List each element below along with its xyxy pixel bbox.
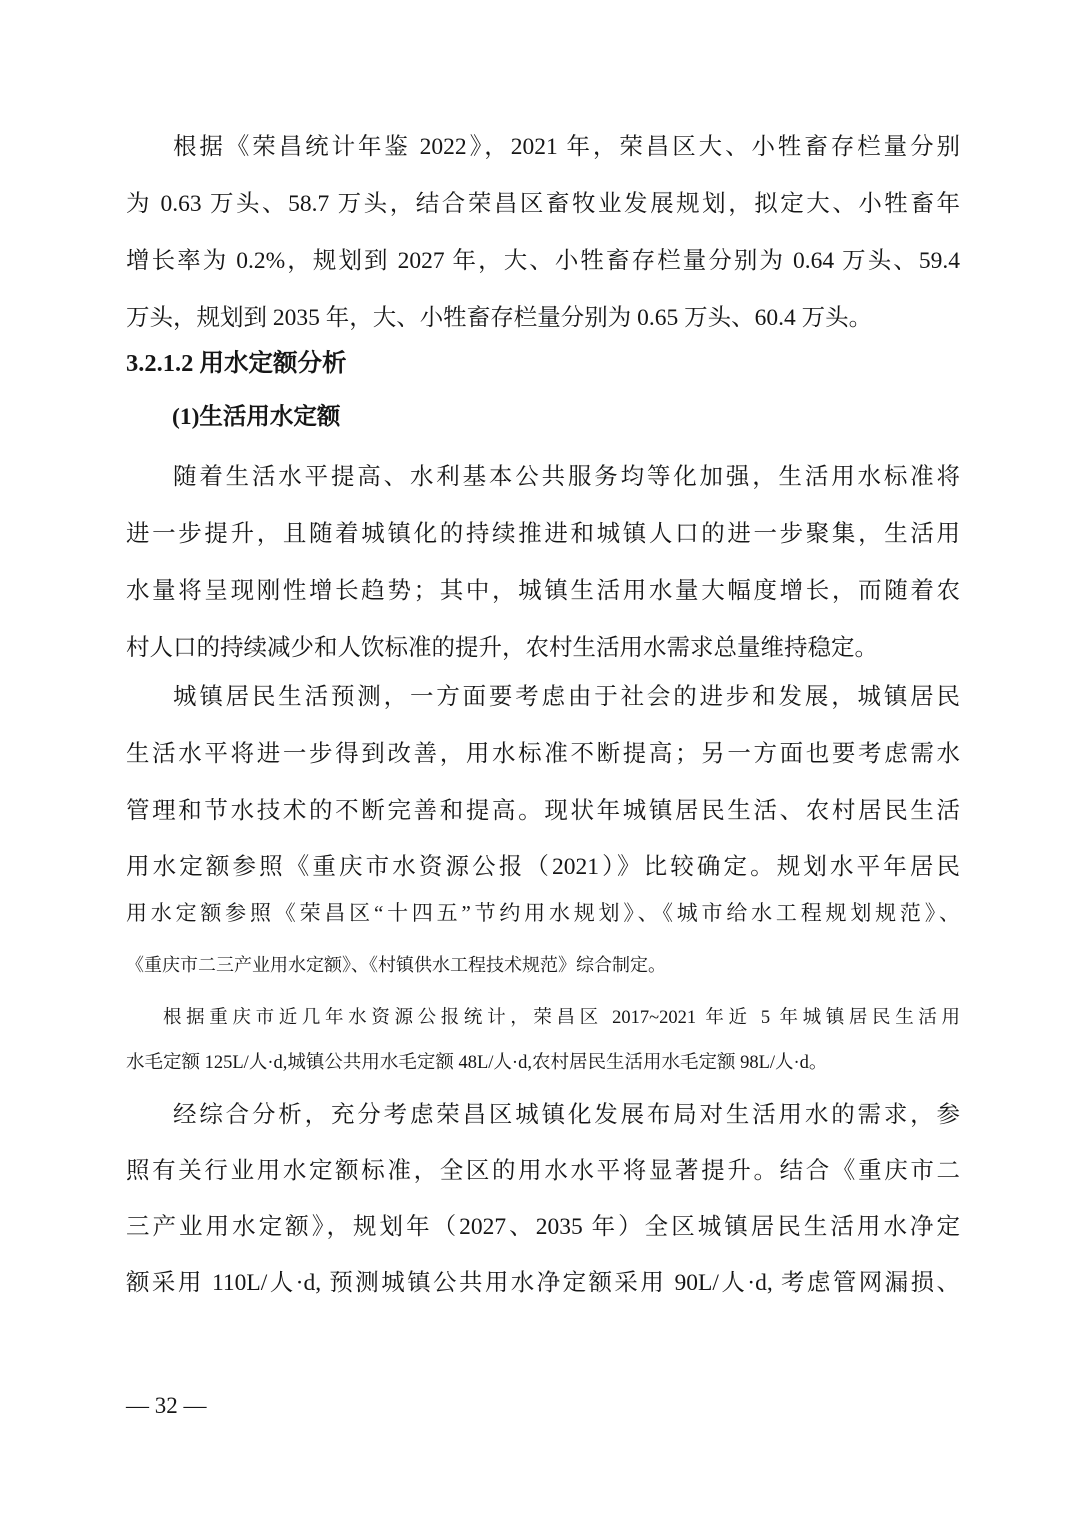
paragraph-line: 管理和节水技术的不断完善和提高。现状年城镇居民生活、农村居民生活 [126, 798, 960, 824]
paragraph-line: 生活水平将进一步得到改善，用水标准不断提高；另一方面也要考虑需水 [126, 741, 960, 767]
paragraph-line: 照有关行业用水定额标准，全区的用水水平将显著提升。结合《重庆市二 [126, 1158, 960, 1184]
paragraph-line: 进一步提升，且随着城镇化的持续推进和城镇人口的进一步聚集，生活用 [126, 521, 960, 547]
paragraph-line: 根据重庆市近几年水资源公报统计，荣昌区 2017~2021 年近 5 年城镇居民生活用 [163, 1008, 960, 1028]
paragraph-line: 水量将呈现刚性增长趋势；其中，城镇生活用水量大幅度增长，而随着农 [126, 578, 960, 604]
subsection-heading: (1)生活用水定额 [172, 404, 341, 430]
page-number: — 32 — [126, 1393, 207, 1418]
section-heading: 3.2.1.2 用水定额分析 [126, 350, 347, 377]
paragraph-line: 用水定额参照《重庆市水资源公报（2021）》比较确定。规划水平年居民 [126, 854, 960, 880]
paragraph-line: 经综合分析，充分考虑荣昌区城镇化发展布局对生活用水的需求，参 [173, 1102, 960, 1128]
paragraph-line: 水毛定额 125L/人·d,城镇公共用水毛定额 48L/人·d,农村居民生活用水毛定额 98L/人·d。 [126, 1053, 828, 1073]
paragraph-line: 随着生活水平提高、水利基本公共服务均等化加强，生活用水标准将 [173, 464, 960, 490]
paragraph-line: 万头，规划到 2035 年，大、小牲畜存栏量分别为 0.65 万头、60.4 万头。 [126, 305, 873, 331]
paragraph-line: 根据《荣昌统计年鉴 2022》，2021 年，荣昌区大、小牲畜存栏量分别 [173, 134, 960, 160]
paragraph-line: 额采用 110L/人·d, 预测城镇公共用水净定额采用 90L/人·d, 考虑管网漏损、 [126, 1270, 960, 1296]
paragraph-line: 《重庆市二三产业用水定额》、《村镇供水工程技术规范》综合制定。 [126, 955, 666, 975]
paragraph-line: 三产业用水定额》，规划年（2027、2035 年）全区城镇居民生活用水净定 [126, 1214, 960, 1240]
paragraph-line: 村人口的持续减少和人饮标准的提升，农村生活用水需求总量维持稳定。 [126, 635, 878, 661]
paragraph-line: 增长率为 0.2%，规划到 2027 年，大、小牲畜存栏量分别为 0.64 万头、59.4 [126, 248, 960, 274]
page-body-text [126, 0, 960, 1520]
paragraph-line: 为 0.63 万头、58.7 万头，结合荣昌区畜牧业发展规划，拟定大、小牲畜年 [126, 191, 960, 217]
paragraph-line: 城镇居民生活预测，一方面要考虑由于社会的进步和发展，城镇居民 [173, 684, 960, 710]
paragraph-line: 用水定额参照《荣昌区“十四五”节约用水规划》、《城市给水工程规划规范》、 [126, 901, 960, 925]
